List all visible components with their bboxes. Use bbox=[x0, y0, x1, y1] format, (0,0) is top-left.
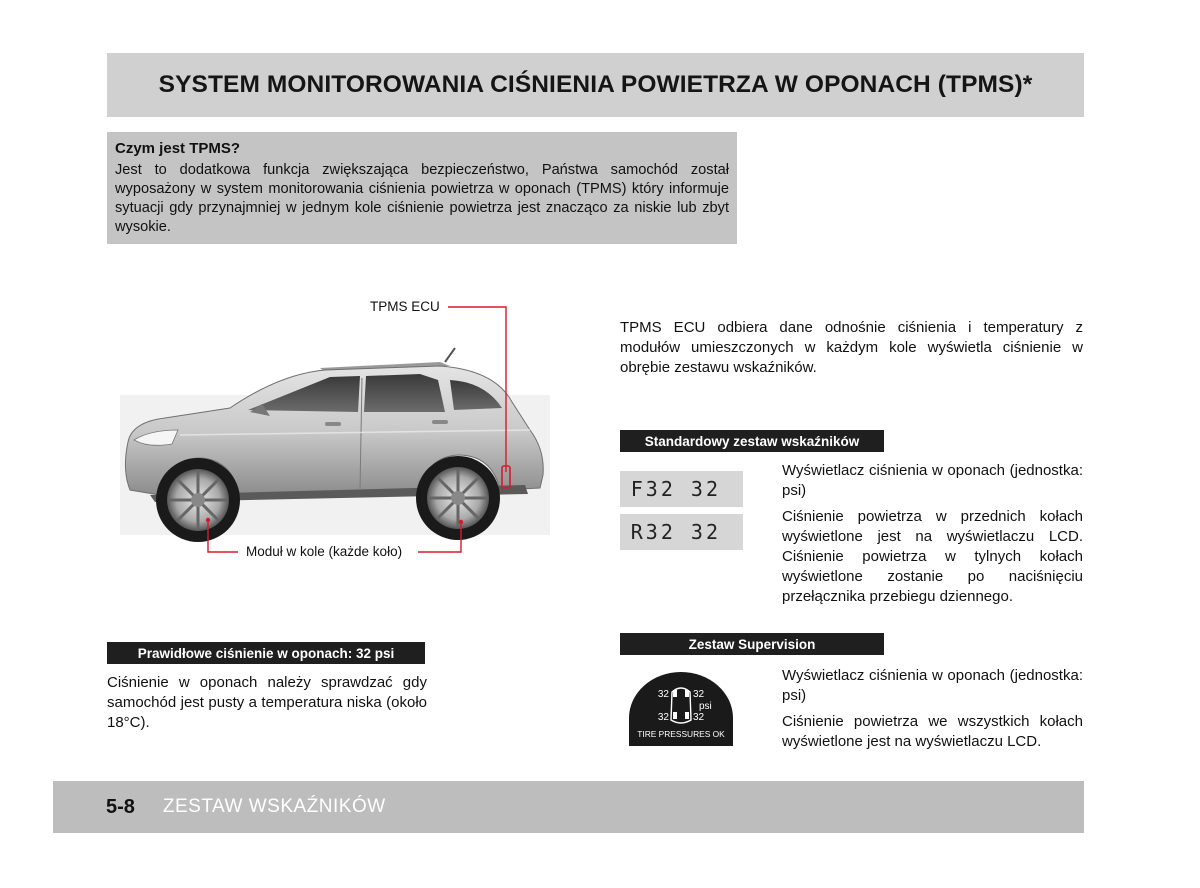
page-number: 5-8 bbox=[106, 795, 135, 818]
intro-heading: Czym jest TPMS? bbox=[115, 140, 241, 157]
car-top-view-icon bbox=[627, 670, 735, 748]
pressure-unit: psi bbox=[699, 701, 712, 712]
ecu-callout-label: TPMS ECU bbox=[370, 299, 440, 314]
pressure-fl: 32 bbox=[657, 689, 669, 700]
page-footer bbox=[53, 781, 1084, 833]
intro-box bbox=[107, 132, 737, 244]
standard-p1: Wyświetlacz ciśnienia w oponach (jednostka: psi) bbox=[782, 462, 1083, 499]
supervision-cluster-text bbox=[782, 666, 1083, 752]
pressure-text: Ciśnienie w oponach należy sprawdzać gdy samochód jest pusty a temperatura niska (około 18°C). bbox=[107, 674, 427, 731]
car-side-illustration bbox=[120, 290, 590, 580]
ecu-description: TPMS ECU odbiera dane odnośnie ciśnienia i temperatury z modułów umieszczonych w każdym kole wyświetla ciśnienie w obrębie zestawu wskaźników. bbox=[620, 319, 1083, 376]
page-title: SYSTEM MONITOROWANIA CIŚNIENIA POWIETRZA W OPONACH (TPMS)* bbox=[158, 71, 1033, 98]
lcd-front-display: F32 32 bbox=[620, 471, 743, 507]
supervision-p2: Ciśnienie powietrza we wszystkich kołach wyświetlone jest na wyświetlaczu LCD. bbox=[782, 713, 1083, 750]
tire-status-text: TIRE PRESSURES OK bbox=[637, 729, 725, 739]
pressure-label: Prawidłowe ciśnienie w oponach: 32 psi bbox=[107, 642, 425, 664]
standard-cluster-text bbox=[782, 461, 1083, 607]
supervision-cluster-label: Zestaw Supervision bbox=[620, 633, 884, 655]
supervision-display bbox=[627, 670, 735, 748]
pressure-rr: 32 bbox=[693, 712, 705, 723]
standard-cluster-label: Standardowy zestaw wskaźników bbox=[620, 430, 884, 452]
car-figure bbox=[120, 290, 590, 580]
section-name: ZESTAW WSKAŹNIKÓW bbox=[162, 796, 386, 817]
supervision-p1: Wyświetlacz ciśnienia w oponach (jednostka: psi) bbox=[782, 667, 1083, 704]
standard-p2: Ciśnienie powietrza w przednich kołach wyświetlone jest na wyświetlaczu LCD. Ciśnienie powietrza w tylnych kołach wyświetlone zostanie po naciśnięciu przełącznika przebiegu dziennego. bbox=[782, 508, 1083, 605]
pressure-fr: 32 bbox=[693, 689, 705, 700]
intro-text: Jest to dodatkowa funkcja zwiększająca bezpieczeństwo, Państwa samochód został wyposażony w system monitorowania ciśnienia powietrza w oponach (TPMS) który informuje sytuacji gdy przynajmniej w jednym kole ciśnienie powietrza jest znacząco za niskie lub zbyt wysokie. bbox=[115, 162, 729, 235]
pressure-rl: 32 bbox=[657, 712, 669, 723]
lcd-rear-display: R32 32 bbox=[620, 514, 743, 550]
wheel-module-callout-label: Moduł w kole (każde koło) bbox=[246, 544, 403, 559]
title-bar bbox=[107, 53, 1084, 117]
